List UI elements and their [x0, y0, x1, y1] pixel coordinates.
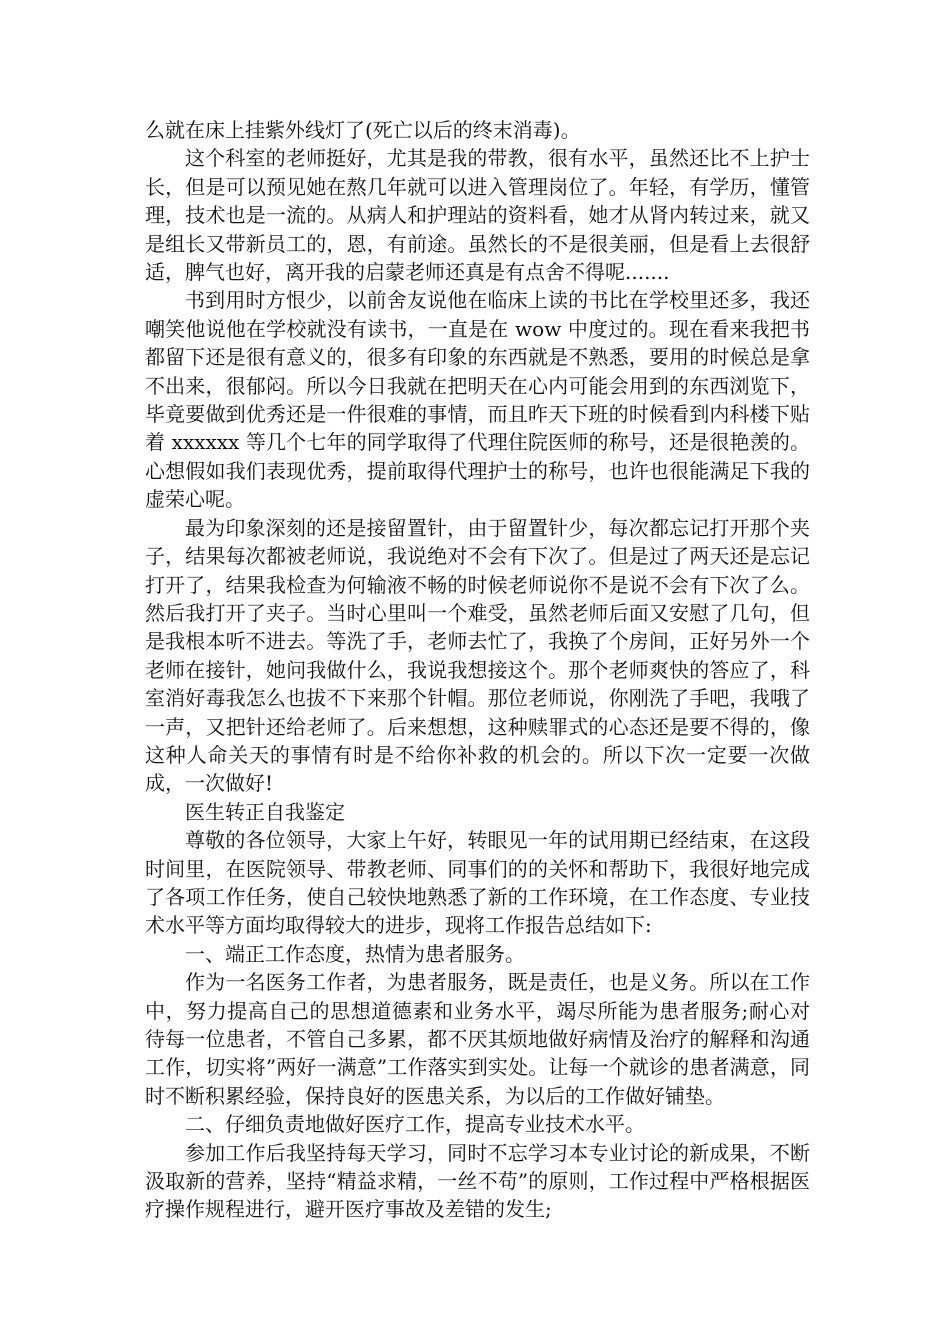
paragraph-study: 参加工作后我坚持每天学习，同时不忘学习本专业讨论的新成果，不断汲取新的营养，坚持“精益求精，一丝不苟”的原则，工作过程中严格根据医疗操作规程进行，避开医疗事故及差错的发生;	[145, 1140, 810, 1222]
paragraph-teacher: 这个科室的老师挺好，尤其是我的带教，很有水平，虽然还比不上护士长，但是可以预见她在熬几年就可以进入管理岗位了。年轻，有学历，懂管理，技术也是一流的。从病人和护理站的资料看，她才从肾内转过来，就又是组长又带新员工的，恩，有前途。虽然长的不是很美丽，但是看上去很舒适，脾气也好，离开我的启蒙老师还真是有点舍不得呢.......	[145, 146, 810, 285]
document-page	[145, 116, 810, 1224]
paragraph-books: 书到用时方恨少，以前舍友说他在临床上读的书比在学校里还多，我还嘲笑他说他在学校就没有读书，一直是在 wow 中度过的。现在看来我把书都留下还是很有意义的，很多有印象的东西就是不熟悉，要用的时候总是拿不出来，很郁闷。所以今日我就在把明天在心内可能会用到的东西浏览下，毕竟要做到优秀还是一件很难的事情，而且昨天下班的时候看到内科楼下贴着 xxxxxx 等几个七年的同学取得了代理住院医师的称号，还是很艳羡的。心想假如我们表现优秀，提前取得代理护士的称号，也许也很能满足下我的虚荣心呢。	[145, 288, 810, 512]
paragraph-indwelling-needle: 最为印象深刻的还是接留置针，由于留置针少，每次都忘记打开那个夹子，结果每次都被老师说，我说绝对不会有下次了。但是过了两天还是忘记打开了，结果我检查为何输液不畅的时候老师说你不是说不会有下次了么。然后我打开了夹子。当时心里叫一个难受，虽然老师后面又安慰了几句，但是我根本听不进去。等洗了手，老师去忙了，我换了个房间，正好另外一个老师在接针，她问我做什么，我说我想接这个。那个老师爽快的答应了，科室消好毒我怎么也拔不下来那个针帽。那位老师说，你刚洗了手吧，我哦了一声，又把针还给老师了。后来想想，这种赎罪式的心态还是要不得的，像这种人命关天的事情有时是不给你补救的机会的。所以下次一定要一次做成，一次做好!	[145, 515, 810, 796]
heading-two: 二、仔细负责地做好医疗工作，提高专业技术水平。	[185, 1112, 645, 1137]
paragraph-continuation: 么就在床上挂紫外线灯了(死亡以后的终末消毒)。	[145, 118, 581, 142]
paragraph-service: 作为一名医务工作者，为患者服务，既是责任，也是义务。所以在工作中，努力提高自己的思想道德素和业务水平，竭尽所能为患者服务;耐心对待每一位患者，不管自己多累，都不厌其烦地做好病情及治疗的解释和沟通工作，切实将”两好一满意”工作落实到实处。让每一个就诊的患者满意，同时不断积累经验，保持良好的医患关系，为以后的工作做好铺垫。	[145, 970, 810, 1108]
section-title: 医生转正自我鉴定	[185, 799, 345, 824]
heading-one: 一、端正工作态度，热情为患者服务。	[185, 941, 525, 966]
paragraph-greeting: 尊敬的各位领导，大家上午好，转眼见一年的试用期已经结束，在这段时间里，在医院领导、带教老师、同事们的的关怀和帮助下，我很好地完成了各项工作任务，使自己较快地熟悉了新的工作环境，在工作态度、专业技术水平等方面均取得较大的进步，现将工作报告总结如下:	[145, 828, 810, 938]
